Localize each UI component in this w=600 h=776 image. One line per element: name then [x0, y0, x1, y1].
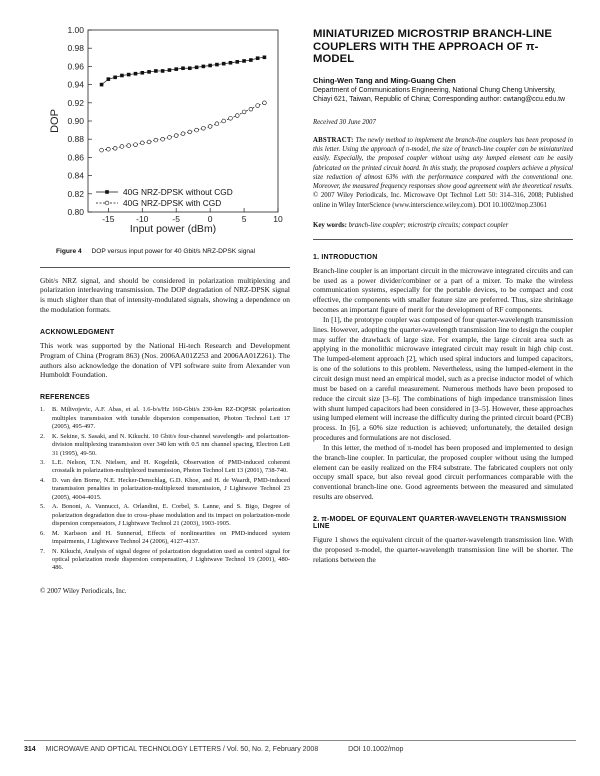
data-point-series-2 — [147, 140, 151, 144]
data-point-series-2 — [229, 116, 233, 120]
reference-number: 1. — [40, 406, 45, 414]
data-point-series-2 — [106, 147, 110, 151]
reference-item — [40, 530, 290, 547]
reference-text: A. Bononi, A. Vannucci, A. Orlandini, E. Corbel, S. Lanne, and S. Bigo, Degree of polarization degradation due to cross-phase modulation and its impact on polarization-mode dispersion compensators, J Lightwave Technol 21 (2003), 1903-1905. — [52, 503, 290, 528]
abstract-publication-info: © 2007 Wiley Periodicals, Inc. Microwave Opt Technol Lett 50: 314–316, 2008; Published online in Wiley InterScience (www.interscience.wiley.com). DOI 10.1002/mop.23061 — [313, 192, 573, 209]
data-point-series-2 — [201, 126, 205, 130]
x-axis-label: Input power (dBm) — [129, 223, 217, 235]
data-point-series-2 — [249, 107, 253, 111]
plot-frame — [88, 30, 278, 212]
data-point-series-2 — [188, 130, 192, 134]
reference-text: K. Sekine, S. Sasaki, and N. Kikuchi. 10 Gbit/s four-channel wavelength- and polarization-division multiplexing transmission over 340 km with 0.5 nm channel spacing, Electron Lett 31 (1995), 49-50. — [52, 432, 290, 457]
data-point-series-2 — [168, 135, 172, 139]
keywords-divider — [313, 239, 573, 240]
data-point-series-1 — [208, 64, 212, 68]
data-point-series-1 — [229, 61, 233, 65]
data-point-series-1 — [195, 66, 199, 70]
right-column — [313, 28, 573, 565]
y-tick-label: 0.92 — [67, 97, 84, 108]
reference-text: N. Kikuchi, Analysis of signal degree of polarization degradation used as control signal for optical polarization mode dispersion compensation, J Lightwave Technol 19 (2001), 480-486. — [52, 547, 290, 572]
data-point-series-1 — [120, 74, 124, 78]
data-point-series-2 — [215, 122, 219, 126]
data-point-series-2 — [235, 114, 239, 118]
data-point-series-1 — [113, 76, 117, 80]
data-point-series-2 — [113, 146, 117, 150]
section-1-heading: 1. INTRODUCTION — [313, 253, 378, 261]
data-point-series-2 — [222, 119, 226, 123]
reference-item — [40, 406, 290, 431]
section-1-paragraph-1: Branch-line coupler is an important circuit in the microwave integrated circuits and can be used as a power divider/combiner or a part of a mixer. To make the wireless communication systems, especially for the portable devices, to be compact and cost effective, the components with smaller feature size are preferred. Thus, size shrinkage becomes an important figure of merit for the development of RF components. — [313, 265, 573, 315]
y-tick-label: 0.90 — [67, 116, 84, 126]
reference-number: 2. — [40, 432, 45, 440]
data-point-series-2 — [256, 104, 260, 108]
section-2-paragraph-1: Figure 1 shows the equivalent circuit of the quarter-wavelength transmission line. With the proposed π-model, the quarter-wavelength transmission line will be shorter. The relations between the — [313, 534, 573, 564]
reference-number: 5. — [40, 503, 45, 511]
y-tick-label: 0.80 — [67, 207, 84, 217]
reference-item — [40, 459, 290, 476]
dop-chart — [40, 22, 290, 240]
data-point-series-2 — [161, 137, 165, 141]
legend-label: 40G NRZ-DPSK with CGD — [123, 197, 222, 208]
reference-number: 7. — [40, 547, 45, 555]
data-point-series-2 — [181, 132, 185, 136]
data-point-series-1 — [174, 67, 178, 71]
figure-caption-label: Figure 4 — [56, 248, 82, 255]
y-tick-label: 0.86 — [67, 152, 84, 163]
x-tick-label: -10 — [136, 214, 149, 224]
data-point-series-1 — [202, 65, 206, 69]
data-point-series-1 — [263, 56, 267, 60]
data-point-series-1 — [256, 56, 260, 60]
data-point-series-1 — [168, 68, 172, 72]
journal-info: MICROWAVE AND OPTICAL TECHNOLOGY LETTERS / Vol. 50, No. 2, February 2008 — [45, 746, 319, 753]
abstract-label: ABSTRACT: — [313, 136, 354, 144]
data-point-series-2 — [100, 148, 104, 152]
data-point-series-2 — [195, 128, 199, 132]
x-tick-label: -5 — [172, 214, 180, 224]
data-point-series-1 — [222, 62, 226, 66]
references-heading: REFERENCES — [40, 394, 90, 402]
legend-marker — [105, 201, 109, 205]
data-point-series-2 — [208, 125, 212, 129]
caption-divider — [40, 267, 290, 268]
data-point-series-1 — [127, 73, 131, 77]
data-point-series-1 — [235, 60, 239, 64]
data-point-series-1 — [249, 58, 253, 62]
data-point-series-1 — [140, 71, 144, 75]
intro-paragraph: Gbit/s NRZ signal, and should be considered in polarization multiplexing and polarization interleaving transmission. The DOP degradation of NRZ-DPSK signal is much slighter than that of intensity-modulated signals, showing a dependence on the modulation formats. — [40, 275, 290, 315]
data-point-series-2 — [140, 141, 144, 145]
footer-doi: DOI 10.1002/mop — [348, 746, 404, 753]
left-column — [40, 22, 290, 595]
reference-text: B. Milivojevic, A.F. Abas, et al. 1.6-b/s/Hz 160-Gbit/s 230-km RZ-DQPSK polarization multiplex transmission with tunable dispersion compensation, Photon Technol Lett 17 (2005), 495-497. — [52, 406, 290, 431]
data-point-series-1 — [215, 63, 219, 67]
data-point-series-2 — [120, 145, 124, 149]
y-tick-label: 0.84 — [67, 170, 84, 181]
data-point-series-2 — [134, 143, 138, 147]
article-title: MINIATURIZED MICROSTRIP BRANCH-LINE COUPLERS WITH THE APPROACH OF π-MODEL — [313, 28, 553, 66]
keywords-text: branch-line coupler; microstrip circuits; compact coupler — [348, 221, 509, 229]
data-point-series-1 — [100, 83, 104, 87]
x-tick-label: 10 — [273, 214, 283, 224]
reference-number: 3. — [40, 459, 45, 467]
abstract — [313, 136, 573, 210]
x-tick-label: 0 — [207, 214, 213, 224]
reference-number: 6. — [40, 529, 45, 537]
reference-item — [40, 503, 290, 528]
data-point-series-2 — [242, 110, 246, 114]
section-1-paragraph-3: In this letter, the method of π-model has been proposed and implemented to design the branch-line coupler. In particular, the proposed coupler without using the lumped element can be easily realized on the FR4 substrate. The fabricated couplers not only occupy small space, but also reveal good circuit performances comparable with the conventional branch-line one. Good agreements between the measured and simulated results are observed. — [313, 442, 573, 502]
reference-number: 4. — [40, 476, 45, 484]
copyright-left: © 2007 Wiley Periodicals, Inc. — [40, 586, 127, 595]
footer-divider — [24, 740, 576, 741]
reference-item — [40, 477, 290, 502]
data-point-series-1 — [181, 66, 185, 70]
series-line-2 — [102, 103, 265, 150]
page-footer — [24, 746, 576, 753]
y-tick-label: 0.88 — [67, 134, 84, 145]
data-point-series-1 — [154, 69, 158, 73]
reference-item — [40, 548, 290, 573]
reference-text: M. Karlsson and H. Sunnerud, Effects of nonlinearities on PMD-induced system impairments, J Lightwave Technol 24 (2006), 4127-4137. — [52, 529, 290, 546]
ack-text: This work was supported by the National Hi-tech Research and Development Program of China (Program 863) (Nos. 2006AA01Z253 and 2006AA01Z261). The authors also acknowledge the donation of VPI software suite from Alexander von Humboldt Foundation. — [40, 340, 290, 380]
ack-heading: ACKNOWLEDGMENT — [40, 328, 115, 336]
figure-caption — [56, 248, 290, 257]
legend-label: 40G NRZ-DPSK without CGD — [123, 186, 233, 197]
section-2-heading: 2. π-MODEL OF EQUIVALENT QUARTER-WAVELENGTH TRANSMISSION LINE — [313, 515, 567, 530]
reference-text: D. van den Borne, N.E. Hecker-Denschlag, G.D. Khoe, and H. de Waardt, PMD-induced transmission penalties in polarization-multiplexed transmission, J Lightwave Technol 23 (2005), 4004-4015. — [52, 476, 290, 501]
figure-4 — [40, 22, 290, 240]
data-point-series-1 — [134, 72, 138, 76]
y-tick-label: 0.98 — [67, 43, 84, 54]
x-tick-label: 5 — [241, 214, 247, 224]
y-axis-label: DOP — [49, 109, 61, 133]
section-1-paragraph-2: In [1], the prototype coupler was composed of four quarter-wavelength transmission lines. However, adopting the quarter-wavelength transmission line to design the coupler may suffer the drawback of large size. For example, the large circuit area such as applying in the monolithic microwave integrated circuit may result in high chip cost. The lumped-element approach [2], which used spiral inductors and lumped capacitors, is one of the solutions to this problem. Nevertheless, using the lumped-element in the circuit design must need an empirical model, such as a precise inductor model of which must be based on a careful measurement. Numerous methods have been proposed to reduce the circuit size [3–6]. The combinations of high impedance transmission lines with shunt lumped capacitors had been considered in [3–5]. However, these approaches using lumped element will increase the difficulty during the printed circuit board (PCB) process. In [6], a 60% size reduction is achieved; unfortunately, the detailed design procedures and formulations are not disclosed. — [313, 314, 573, 443]
legend-marker — [105, 190, 109, 194]
data-point-series-2 — [263, 101, 267, 105]
data-point-series-2 — [127, 144, 131, 148]
article-affiliation: Department of Communications Engineering, National Chung Cheng University, Chiayi 621, Taiwan, Republic of China; Corresponding author: cwtang@ccu.edu.tw — [313, 86, 566, 103]
received-date: Received 30 June 2007 — [313, 118, 376, 126]
y-tick-label: 1.00 — [67, 25, 84, 35]
reference-text: L.E. Nelson, T.N. Nielsen, and H. Kogelnik, Observation of PMD-induced coherent crosstalk in polarization-multiplexed transmission, Photon Technol Lett 13 (2001), 738-740. — [52, 459, 290, 475]
abstract-text: The newly method to implement the branch-line couplers has been proposed in this letter. Using the approach of π-model, the size of branch-line coupler can be miniaturized easily. Especially, the proposed coupler without using any lumped element can be easily fabricated on the printed circuit board. In this study, the proposed couplers achieve a physical size reduction of almost 63% with the performance compared with the conventional one. Moreover, the measured frequency responses show good agreement with the theoretical results. — [313, 136, 573, 191]
article-authors: Ching-Wen Tang and Ming-Guang Chen — [313, 75, 456, 85]
data-point-series-1 — [161, 69, 165, 73]
data-point-series-1 — [147, 70, 151, 74]
data-point-series-1 — [242, 59, 246, 63]
keywords — [313, 222, 573, 229]
y-tick-label: 0.82 — [67, 188, 84, 199]
page-number: 314 — [24, 746, 36, 753]
reference-item — [40, 433, 290, 458]
x-tick-label: -15 — [102, 214, 115, 224]
figure-caption-text: DOP versus input power for 40 Gbit/s NRZ-DPSK signal — [91, 248, 256, 255]
y-tick-label: 0.96 — [67, 61, 84, 72]
references-list — [40, 406, 290, 573]
data-point-series-1 — [188, 66, 192, 70]
keywords-label: Key words: — [313, 221, 347, 229]
data-point-series-2 — [174, 134, 178, 138]
series-line-1 — [102, 57, 265, 84]
data-point-series-2 — [154, 138, 158, 142]
y-tick-label: 0.94 — [67, 79, 84, 90]
data-point-series-1 — [107, 77, 111, 81]
